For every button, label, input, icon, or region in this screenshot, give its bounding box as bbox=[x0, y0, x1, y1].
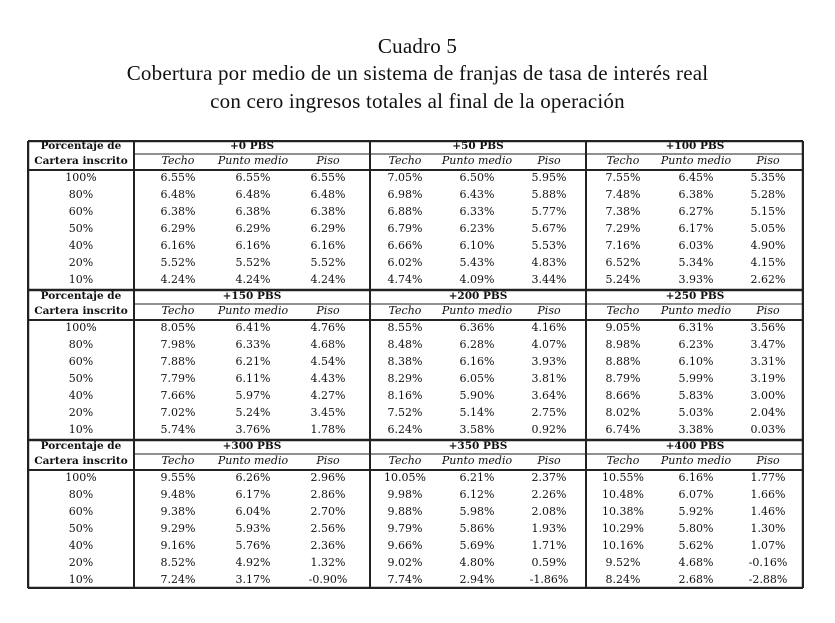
table-cell: 5.99% bbox=[678, 372, 714, 385]
table-cell: -1.86% bbox=[529, 573, 569, 586]
row-label: 100% bbox=[65, 321, 97, 334]
table-cell: 6.17% bbox=[235, 488, 271, 501]
table-cell: 2.96% bbox=[310, 471, 346, 484]
table-cell: 2.86% bbox=[310, 488, 346, 501]
group-header: +400 PBS bbox=[665, 440, 725, 452]
table-cell: 6.10% bbox=[459, 239, 495, 252]
table-cell: 4.24% bbox=[310, 273, 346, 286]
table-cell: 7.16% bbox=[605, 239, 641, 252]
table-cell: 5.74% bbox=[160, 423, 196, 436]
row-label-header: Porcentaje de bbox=[40, 140, 122, 152]
table-cell: 3.56% bbox=[750, 321, 786, 334]
row-label: 50% bbox=[68, 522, 94, 535]
table-cell: 5.14% bbox=[459, 406, 495, 419]
group-header: +100 PBS bbox=[665, 140, 725, 152]
table-cell: 6.17% bbox=[678, 222, 714, 235]
table-cell: -2.88% bbox=[748, 573, 788, 586]
table-cell: 1.32% bbox=[310, 556, 346, 569]
table-cell: 3.00% bbox=[750, 389, 786, 402]
table-cell: 3.93% bbox=[678, 273, 714, 286]
row-label: 80% bbox=[68, 188, 94, 201]
table-cell: 6.16% bbox=[160, 239, 196, 252]
row-label: 80% bbox=[68, 488, 94, 501]
row-label: 50% bbox=[68, 222, 94, 235]
table-cell: 7.29% bbox=[605, 222, 641, 235]
table-cell: 4.76% bbox=[310, 321, 346, 334]
table-cell: 6.29% bbox=[235, 222, 271, 235]
column-subheader: Techo bbox=[606, 154, 640, 167]
table-cell: 6.38% bbox=[310, 205, 346, 218]
table-cell: 3.17% bbox=[235, 573, 271, 586]
table-cell: 5.24% bbox=[605, 273, 641, 286]
table-cell: 7.52% bbox=[387, 406, 423, 419]
table-cell: 5.62% bbox=[678, 539, 714, 552]
row-label: 20% bbox=[68, 256, 94, 269]
table-cell: 7.98% bbox=[160, 338, 196, 351]
table-cell: 6.36% bbox=[459, 321, 495, 334]
table-cell: 6.79% bbox=[387, 222, 423, 235]
column-subheader: Piso bbox=[756, 304, 780, 317]
table-cell: 3.44% bbox=[531, 273, 567, 286]
table-cell: 6.10% bbox=[678, 355, 714, 368]
table-cell: 9.66% bbox=[387, 539, 423, 552]
row-label: 40% bbox=[68, 539, 94, 552]
row-label-header: Cartera inscrito bbox=[34, 455, 128, 467]
table-cell: 7.74% bbox=[387, 573, 423, 586]
table-cell: 7.48% bbox=[605, 188, 641, 201]
table-cell: 10.16% bbox=[602, 539, 644, 552]
table-cell: 5.76% bbox=[235, 539, 271, 552]
table-cell: 6.33% bbox=[235, 338, 271, 351]
table-cell: 5.52% bbox=[235, 256, 271, 269]
table-cell: 5.88% bbox=[531, 188, 567, 201]
table-cell: 3.64% bbox=[531, 389, 567, 402]
table-cell: 6.16% bbox=[235, 239, 271, 252]
table-cell: 5.67% bbox=[531, 222, 567, 235]
table-cell: 6.21% bbox=[235, 355, 271, 368]
row-label: 50% bbox=[68, 372, 94, 385]
table-cell: 6.12% bbox=[459, 488, 495, 501]
table-cell: 6.55% bbox=[235, 171, 271, 184]
table-cell: 9.38% bbox=[160, 505, 196, 518]
table-cell: 8.55% bbox=[387, 321, 423, 334]
row-label: 60% bbox=[68, 205, 94, 218]
column-subheader: Punto medio bbox=[217, 304, 289, 317]
table-cell: 6.23% bbox=[459, 222, 495, 235]
table-cell: 6.50% bbox=[459, 171, 495, 184]
table-cell: 6.16% bbox=[678, 471, 714, 484]
table-cell: 8.02% bbox=[605, 406, 641, 419]
table-cell: 1.78% bbox=[310, 423, 346, 436]
table-cell: 6.29% bbox=[310, 222, 346, 235]
table-cell: 6.26% bbox=[235, 471, 271, 484]
table-cell: 9.79% bbox=[387, 522, 423, 535]
table-cell: 0.92% bbox=[531, 423, 567, 436]
row-label: 100% bbox=[65, 171, 97, 184]
table-cell: -0.16% bbox=[748, 556, 788, 569]
table-cell: 8.79% bbox=[605, 372, 641, 385]
row-label: 60% bbox=[68, 355, 94, 368]
table-cell: 7.38% bbox=[605, 205, 641, 218]
table-cell: 7.55% bbox=[605, 171, 641, 184]
table-cell: 5.15% bbox=[750, 205, 786, 218]
table-cell: 6.21% bbox=[459, 471, 495, 484]
table-cell: 2.36% bbox=[310, 539, 346, 552]
table-cell: 6.43% bbox=[459, 188, 495, 201]
table-cell: 1.93% bbox=[531, 522, 567, 535]
table-cell: 9.29% bbox=[160, 522, 196, 535]
table-cell: 6.41% bbox=[235, 321, 271, 334]
table-cell: 7.02% bbox=[160, 406, 196, 419]
column-subheader: Punto medio bbox=[660, 304, 732, 317]
table-cell: 6.27% bbox=[678, 205, 714, 218]
column-subheader: Punto medio bbox=[217, 154, 289, 167]
rate-band-table bbox=[27, 140, 804, 589]
table-cell: 6.55% bbox=[310, 171, 346, 184]
row-label: 100% bbox=[65, 471, 97, 484]
column-subheader: Piso bbox=[756, 454, 780, 467]
group-header: +300 PBS bbox=[222, 440, 282, 452]
table-cell: 8.29% bbox=[387, 372, 423, 385]
table-cell: 2.26% bbox=[531, 488, 567, 501]
table-cell: 8.66% bbox=[605, 389, 641, 402]
row-label: 10% bbox=[68, 573, 94, 586]
table-cell: 2.56% bbox=[310, 522, 346, 535]
table-cell: 2.94% bbox=[459, 573, 495, 586]
table-cell: 5.90% bbox=[459, 389, 495, 402]
table-cell: 9.52% bbox=[605, 556, 641, 569]
table-cell: 3.19% bbox=[750, 372, 786, 385]
column-subheader: Punto medio bbox=[217, 454, 289, 467]
table-cell: 7.88% bbox=[160, 355, 196, 368]
table-cell: 10.48% bbox=[602, 488, 644, 501]
column-subheader: Techo bbox=[388, 304, 422, 317]
table-caption-number: Cuadro 5 bbox=[377, 34, 458, 58]
row-label: 60% bbox=[68, 505, 94, 518]
table-cell: 1.30% bbox=[750, 522, 786, 535]
table-cell: 10.38% bbox=[602, 505, 644, 518]
table-cell: 9.55% bbox=[160, 471, 196, 484]
table-cell: 1.66% bbox=[750, 488, 786, 501]
table-cell: 6.02% bbox=[387, 256, 423, 269]
column-subheader: Piso bbox=[316, 454, 340, 467]
table-cell: 2.75% bbox=[531, 406, 567, 419]
row-label: 10% bbox=[68, 273, 94, 286]
column-subheader: Techo bbox=[606, 304, 640, 317]
table-cell: 6.48% bbox=[310, 188, 346, 201]
table-cell: 7.66% bbox=[160, 389, 196, 402]
table-cell: 4.16% bbox=[531, 321, 567, 334]
table-cell: 5.92% bbox=[678, 505, 714, 518]
row-label-header: Cartera inscrito bbox=[34, 305, 128, 317]
table-cell: 4.83% bbox=[531, 256, 567, 269]
table-cell: 5.95% bbox=[531, 171, 567, 184]
table-cell: 4.43% bbox=[310, 372, 346, 385]
table-cell: 6.11% bbox=[235, 372, 271, 385]
table-cell: 6.04% bbox=[235, 505, 271, 518]
table-cell: 5.93% bbox=[235, 522, 271, 535]
table-cell: 6.28% bbox=[459, 338, 495, 351]
table-cell: 8.88% bbox=[605, 355, 641, 368]
column-subheader: Punto medio bbox=[441, 304, 513, 317]
table-cell: 10.29% bbox=[602, 522, 644, 535]
table-cell: 5.24% bbox=[235, 406, 271, 419]
table-cell: 5.80% bbox=[678, 522, 714, 535]
table-cell: 6.48% bbox=[235, 188, 271, 201]
table-cell: 0.59% bbox=[531, 556, 567, 569]
table-cell: 5.34% bbox=[678, 256, 714, 269]
table-cell: 5.53% bbox=[531, 239, 567, 252]
table-cell: 6.23% bbox=[678, 338, 714, 351]
table-cell: 10.55% bbox=[602, 471, 644, 484]
table-cell: 6.66% bbox=[387, 239, 423, 252]
table-cell: 6.29% bbox=[160, 222, 196, 235]
table-cell: 10.05% bbox=[384, 471, 426, 484]
table-cell: 0.03% bbox=[750, 423, 786, 436]
table-cell: 9.98% bbox=[387, 488, 423, 501]
table-cell: 8.24% bbox=[605, 573, 641, 586]
table-cell: 5.86% bbox=[459, 522, 495, 535]
table-cell: 8.48% bbox=[387, 338, 423, 351]
table-cell: 7.24% bbox=[160, 573, 196, 586]
table-cell: 5.69% bbox=[459, 539, 495, 552]
table-cell: 2.70% bbox=[310, 505, 346, 518]
table-caption-title: Cobertura por medio de un sistema de franjas de tasa de interés real bbox=[126, 61, 709, 85]
group-header: +0 PBS bbox=[229, 140, 275, 152]
table-cell: 6.16% bbox=[459, 355, 495, 368]
group-header: +250 PBS bbox=[665, 290, 725, 302]
column-subheader: Punto medio bbox=[441, 454, 513, 467]
row-label: 10% bbox=[68, 423, 94, 436]
table-cell: 5.05% bbox=[750, 222, 786, 235]
table-cell: 3.58% bbox=[459, 423, 495, 436]
table-cell: 3.47% bbox=[750, 338, 786, 351]
row-label-header: Porcentaje de bbox=[40, 290, 122, 302]
column-subheader: Techo bbox=[161, 454, 195, 467]
table-cell: 8.38% bbox=[387, 355, 423, 368]
column-subheader: Piso bbox=[756, 154, 780, 167]
table-cell: 9.05% bbox=[605, 321, 641, 334]
row-label-header: Cartera inscrito bbox=[34, 155, 128, 167]
column-subheader: Punto medio bbox=[660, 154, 732, 167]
table-cell: 3.38% bbox=[678, 423, 714, 436]
table-cell: 5.98% bbox=[459, 505, 495, 518]
group-header: +350 PBS bbox=[448, 440, 508, 452]
row-label: 40% bbox=[68, 389, 94, 402]
row-label: 40% bbox=[68, 239, 94, 252]
group-header: +150 PBS bbox=[222, 290, 282, 302]
table-cell: 4.09% bbox=[459, 273, 495, 286]
row-label: 20% bbox=[68, 556, 94, 569]
table-cell: 6.45% bbox=[678, 171, 714, 184]
table-cell: 9.88% bbox=[387, 505, 423, 518]
table-cell: 9.48% bbox=[160, 488, 196, 501]
table-cell: 4.74% bbox=[387, 273, 423, 286]
table-cell: 1.71% bbox=[531, 539, 567, 552]
column-subheader: Punto medio bbox=[660, 454, 732, 467]
table-cell: 5.77% bbox=[531, 205, 567, 218]
group-header: +50 PBS bbox=[452, 140, 504, 152]
group-header: +200 PBS bbox=[448, 290, 508, 302]
table-cell: 8.98% bbox=[605, 338, 641, 351]
table-cell: 6.48% bbox=[160, 188, 196, 201]
column-subheader: Techo bbox=[161, 304, 195, 317]
table-cell: 5.83% bbox=[678, 389, 714, 402]
table-cell: 6.38% bbox=[235, 205, 271, 218]
table-cell: 3.45% bbox=[310, 406, 346, 419]
table-cell: 6.05% bbox=[459, 372, 495, 385]
row-label: 20% bbox=[68, 406, 94, 419]
table-cell: 3.76% bbox=[235, 423, 271, 436]
table-cell: 6.74% bbox=[605, 423, 641, 436]
table-cell: 3.81% bbox=[531, 372, 567, 385]
column-subheader: Piso bbox=[537, 304, 561, 317]
table-cell: 6.03% bbox=[678, 239, 714, 252]
table-cell: 1.07% bbox=[750, 539, 786, 552]
table-cell: 2.37% bbox=[531, 471, 567, 484]
table-cell: 5.52% bbox=[160, 256, 196, 269]
table-cell: 6.55% bbox=[160, 171, 196, 184]
table-cell: 8.16% bbox=[387, 389, 423, 402]
table-cell: 4.92% bbox=[235, 556, 271, 569]
table-cell: 6.07% bbox=[678, 488, 714, 501]
table-cell: -0.90% bbox=[308, 573, 348, 586]
column-subheader: Piso bbox=[316, 154, 340, 167]
table-cell: 2.62% bbox=[750, 273, 786, 286]
table-cell: 9.02% bbox=[387, 556, 423, 569]
table-cell: 5.28% bbox=[750, 188, 786, 201]
table-cell: 6.88% bbox=[387, 205, 423, 218]
table-cell: 8.52% bbox=[160, 556, 196, 569]
row-label: 80% bbox=[68, 338, 94, 351]
table-cell: 5.35% bbox=[750, 171, 786, 184]
column-subheader: Piso bbox=[316, 304, 340, 317]
table-cell: 4.80% bbox=[459, 556, 495, 569]
table-cell: 4.68% bbox=[310, 338, 346, 351]
column-subheader: Piso bbox=[537, 454, 561, 467]
table-cell: 6.16% bbox=[310, 239, 346, 252]
table-cell: 9.16% bbox=[160, 539, 196, 552]
table-cell: 5.52% bbox=[310, 256, 346, 269]
table-cell: 5.97% bbox=[235, 389, 271, 402]
table-cell: 4.07% bbox=[531, 338, 567, 351]
column-subheader: Techo bbox=[388, 454, 422, 467]
table-cell: 4.15% bbox=[750, 256, 786, 269]
table-cell: 2.68% bbox=[678, 573, 714, 586]
table-cell: 6.24% bbox=[387, 423, 423, 436]
column-subheader: Piso bbox=[537, 154, 561, 167]
table-cell: 4.27% bbox=[310, 389, 346, 402]
table-cell: 6.31% bbox=[678, 321, 714, 334]
table-cell: 3.31% bbox=[750, 355, 786, 368]
column-subheader: Punto medio bbox=[441, 154, 513, 167]
table-cell: 7.79% bbox=[160, 372, 196, 385]
column-subheader: Techo bbox=[161, 154, 195, 167]
table-cell: 5.43% bbox=[459, 256, 495, 269]
table-cell: 1.46% bbox=[750, 505, 786, 518]
table-cell: 4.24% bbox=[160, 273, 196, 286]
table-cell: 2.08% bbox=[531, 505, 567, 518]
table-cell: 4.24% bbox=[235, 273, 271, 286]
table-cell: 5.03% bbox=[678, 406, 714, 419]
table-cell: 6.98% bbox=[387, 188, 423, 201]
table-cell: 2.04% bbox=[750, 406, 786, 419]
table-cell: 1.77% bbox=[750, 471, 786, 484]
row-label-header: Porcentaje de bbox=[40, 440, 122, 452]
table-cell: 4.90% bbox=[750, 239, 786, 252]
table-cell: 4.68% bbox=[678, 556, 714, 569]
table-cell: 4.54% bbox=[310, 355, 346, 368]
table-caption-subtitle: con cero ingresos totales al final de la operación bbox=[210, 89, 625, 113]
table-cell: 6.52% bbox=[605, 256, 641, 269]
table-cell: 6.38% bbox=[678, 188, 714, 201]
column-subheader: Techo bbox=[606, 454, 640, 467]
table-cell: 6.33% bbox=[459, 205, 495, 218]
table-cell: 3.93% bbox=[531, 355, 567, 368]
table-cell: 7.05% bbox=[387, 171, 423, 184]
table-cell: 8.05% bbox=[160, 321, 196, 334]
table-cell: 6.38% bbox=[160, 205, 196, 218]
column-subheader: Techo bbox=[388, 154, 422, 167]
